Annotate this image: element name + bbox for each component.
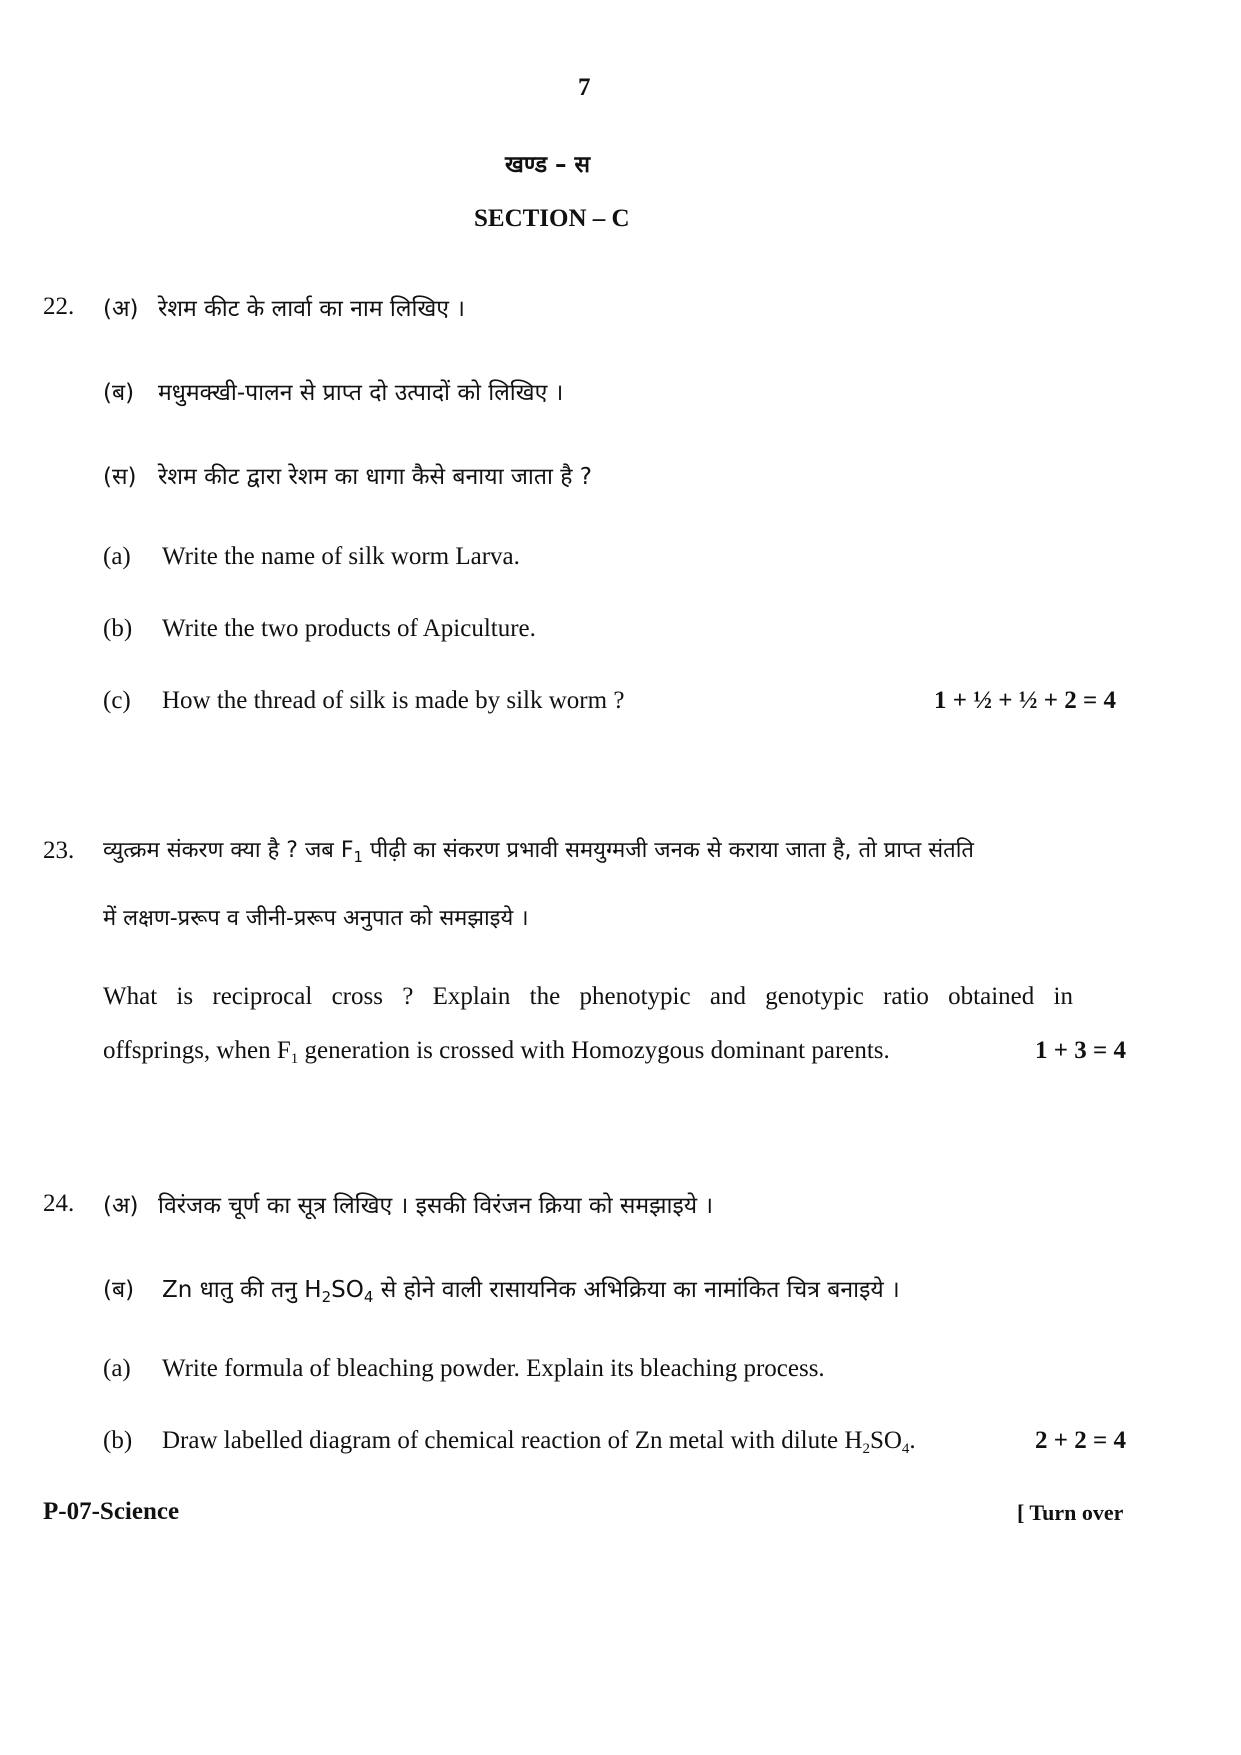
sub-label: (ब) [103, 1277, 135, 1303]
section-title-english: SECTION – C [474, 205, 630, 232]
sub-label: (b) [103, 1427, 133, 1454]
sub-label: (c) [103, 687, 131, 714]
marks: 2 + 2 = 4 [1035, 1427, 1126, 1454]
question-text-hindi-line1: व्युत्क्रम संकरण क्या है ? जब $F_1$ पीढ़ी का संकरण प्रभावी समयुग्मजी जनक से कराया जाता है, तो प्राप्त संतति [103, 838, 974, 866]
sub-question-text: How the thread of silk is made by silk worm ? [162, 687, 625, 714]
sub-question-text: रेशम कीट द्वारा रेशम का धागा कैसे बनाया जाता है ? [158, 464, 592, 490]
sub-question-text: Draw labelled diagram of chemical reaction of Zn metal with dilute $H_2SO_4$. [162, 1427, 916, 1457]
question-number: 23. [43, 837, 75, 864]
marks: 1 + ½ + ½ + 2 = 4 [934, 687, 1116, 714]
sub-question-text: Write formula of bleaching powder. Explain its bleaching process. [162, 1355, 825, 1382]
marks: 1 + 3 = 4 [1035, 1037, 1126, 1064]
paper-code: P-07-Science [43, 1498, 180, 1525]
sub-question-text: Zn धातु की तनु $H_2SO_4$ से होने वाली रासायनिक अभिक्रिया का नामांकित चित्र बनाइये । [162, 1277, 900, 1306]
sub-label: (ब) [103, 380, 135, 406]
sub-question-text: मधुमक्खी-पालन से प्राप्त दो उत्पादों को लिखिए । [158, 380, 564, 406]
sub-question-text: Write the two products of Apiculture. [162, 615, 536, 642]
question-text-hindi-line2: में लक्षण-प्ररूप व जीनी-प्ररूप अनुपात को समझाइये । [103, 906, 529, 931]
sub-label: (अ) [103, 1193, 139, 1219]
question-number: 22. [43, 293, 75, 320]
sub-question-text: रेशम कीट के लार्वा का नाम लिखिए । [158, 296, 466, 322]
turn-over-note: [ Turn over [1017, 1500, 1124, 1525]
sub-label: (b) [103, 615, 133, 642]
question-number: 24. [43, 1190, 75, 1217]
sub-label: (a) [103, 543, 131, 570]
sub-label: (a) [103, 1355, 131, 1382]
section-title-hindi: खण्ड – स [505, 152, 591, 178]
sub-question-text: Write the name of silk worm Larva. [162, 543, 520, 570]
sub-label: (अ) [103, 296, 139, 322]
page-number: 7 [578, 74, 591, 101]
sub-question-text: विरंजक चूर्ण का सूत्र लिखिए । इसकी विरंजन क्रिया को समझाइये । [158, 1193, 714, 1219]
question-text-english-line1: What is reciprocal cross ? Explain the phenotypic and genotypic ratio obtained in [103, 983, 1073, 1010]
sub-label: (स) [103, 464, 137, 490]
question-text-english-line2: offsprings, when $F_1$ generation is crossed with Homozygous dominant parents. [103, 1037, 890, 1067]
